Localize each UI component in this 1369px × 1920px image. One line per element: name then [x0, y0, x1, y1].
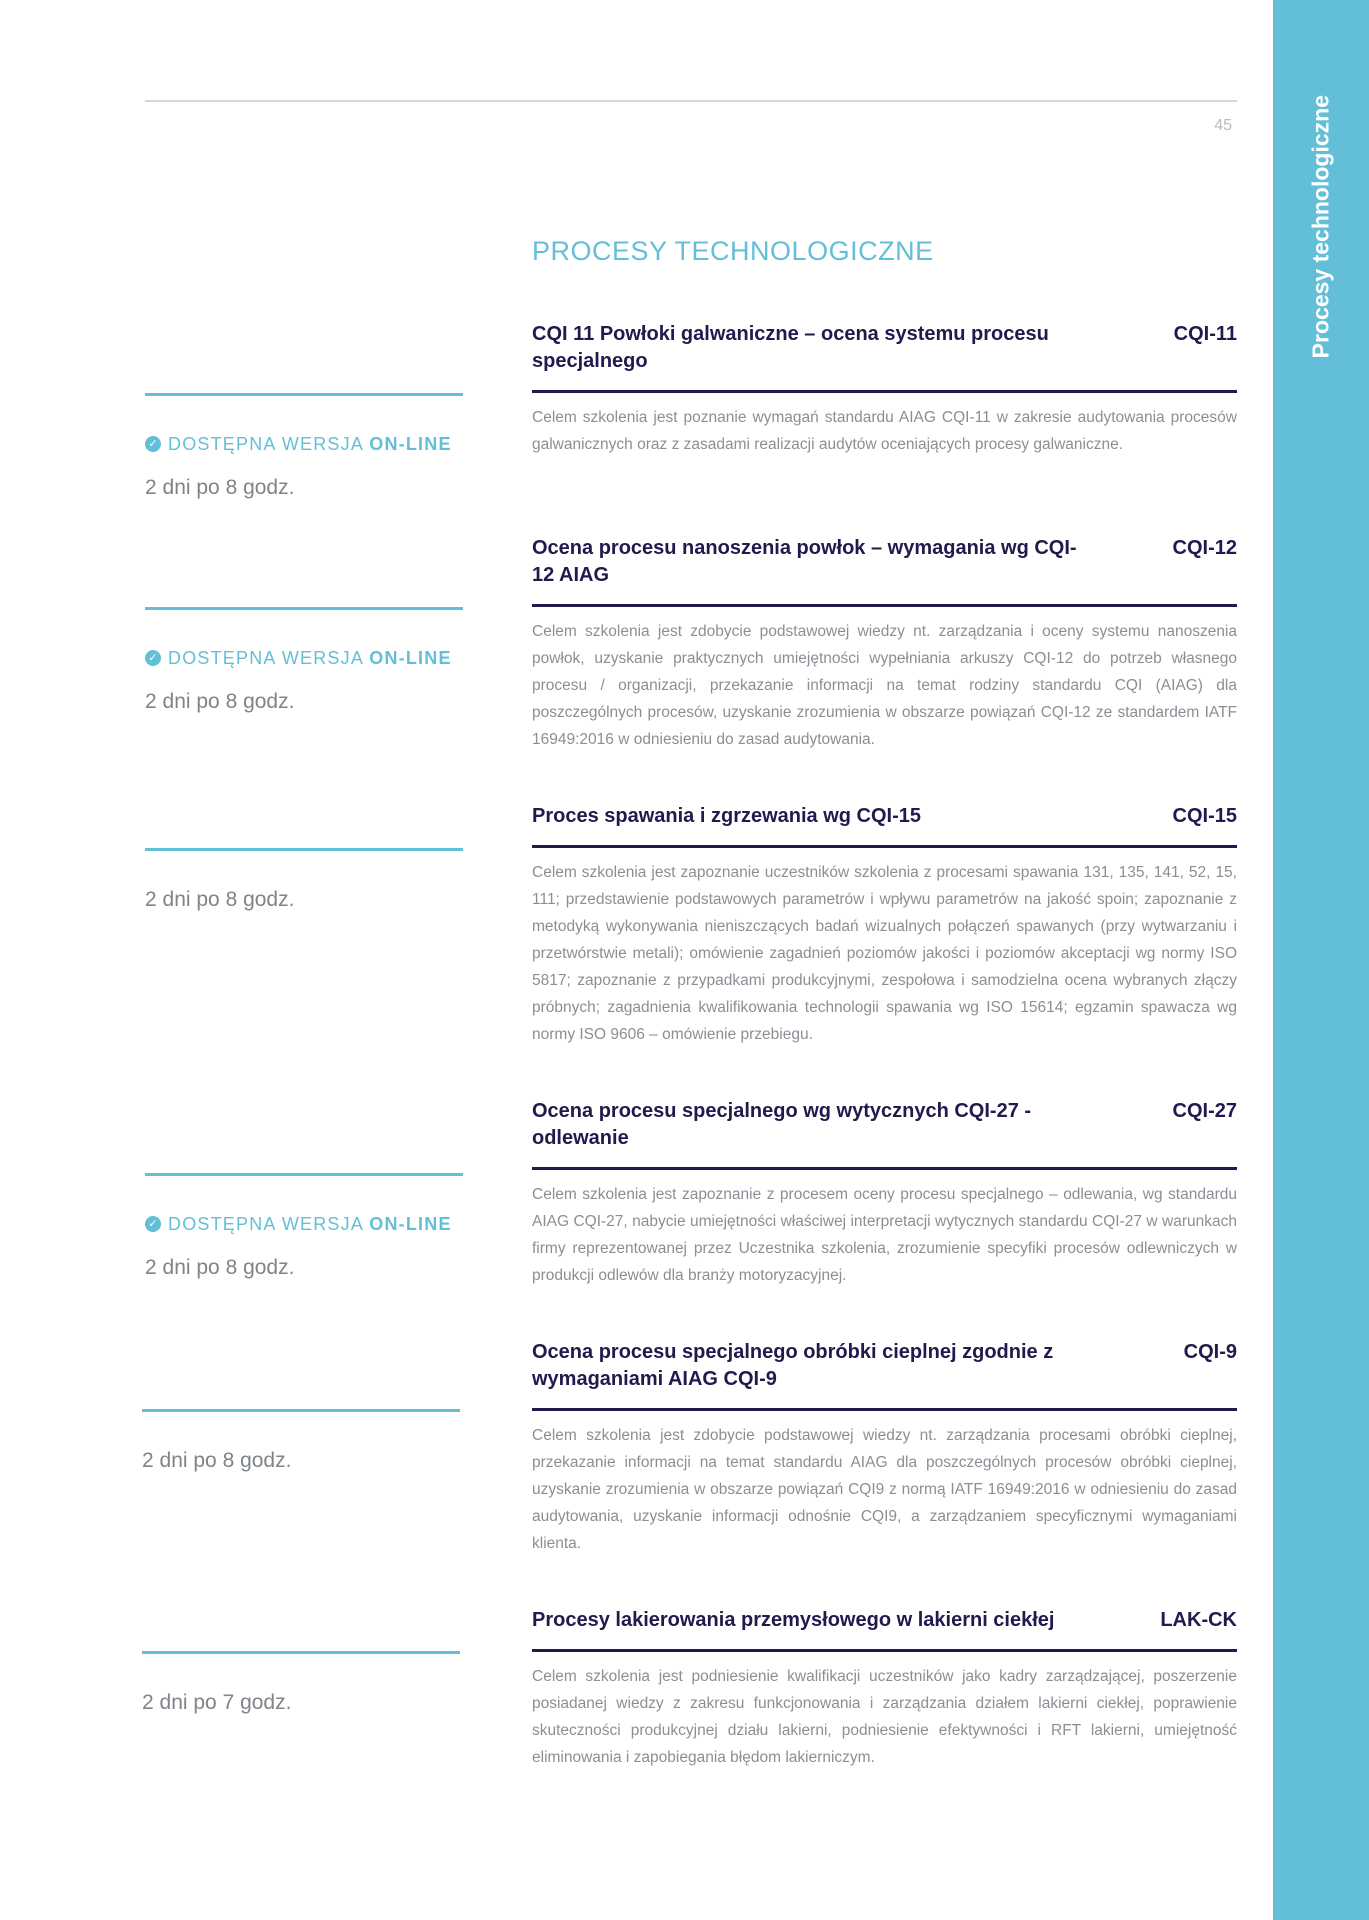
course-content: [532, 1607, 1237, 1771]
course-right-rule: [532, 1167, 1237, 1170]
course-code: CQI-27: [1172, 1100, 1237, 1122]
top-rule: [145, 100, 1237, 102]
course-left-rule: [145, 1173, 463, 1176]
course-duration: 2 dni po 8 godz.: [142, 1449, 292, 1472]
course-content: [532, 803, 1237, 1048]
course-meta: [145, 848, 463, 912]
course-content: [532, 321, 1237, 458]
course-left-rule: [145, 848, 463, 851]
course-content: [532, 1339, 1237, 1557]
course-duration: 2 dni po 8 godz.: [145, 1256, 295, 1279]
course-title: Ocena procesu specjalnego wg wytycznych CQI-27 - odlewanie: [532, 1100, 1032, 1149]
online-badge: [145, 1213, 463, 1235]
course-left-rule: [142, 1409, 460, 1412]
course-content: [532, 535, 1237, 753]
course-duration: 2 dni po 8 godz.: [145, 476, 295, 499]
course-right-rule: [532, 845, 1237, 848]
check-circle-icon: ✓: [145, 1216, 161, 1232]
course-left-rule: [142, 1651, 460, 1654]
side-tab: [1273, 0, 1369, 1920]
course-content: [532, 1098, 1237, 1289]
course-header: [532, 535, 1237, 589]
course-code: CQI-15: [1172, 805, 1237, 827]
course-right-rule: [532, 1408, 1237, 1411]
page-number: 45: [1214, 117, 1232, 134]
check-circle-icon: ✓: [145, 650, 161, 666]
course-header: [532, 1607, 1237, 1634]
course-meta: [145, 607, 463, 714]
course-right-rule: [532, 390, 1237, 393]
course-title: Ocena procesu nanoszenia powłok – wymagania wg CQI-12 AIAG: [532, 537, 1077, 586]
course-header: [532, 803, 1237, 830]
course-left-rule: [145, 393, 463, 396]
online-label: DOSTĘPNA WERSJA ON-LINE: [168, 1213, 452, 1234]
course-meta: [142, 1651, 460, 1715]
course-title: Procesy lakierowania przemysłowego w lakierni ciekłej: [532, 1609, 1055, 1631]
course-right-rule: [532, 1649, 1237, 1652]
side-tab-label: Procesy technologiczne: [1307, 95, 1334, 359]
course-right-rule: [532, 604, 1237, 607]
course-title: CQI 11 Powłoki galwaniczne – ocena systemu procesu specjalnego: [532, 323, 1049, 372]
course-description: Celem szkolenia jest zapoznanie uczestników szkolenia z procesami spawania 131, 135, 141, 52, 15, 111; przedstawienie podstawowych parametrów i wpływu parametrów na jakość spoin; zapoznanie z metodyką wykonywania nieniszczących badań wizualnych połączeń spawanych (przy wytwarzaniu i przetwórstwie metali); omówienie zagadnień poziomów jakości i poziomów akceptacji wg normy ISO 5817; zapoznanie z przypadkami produkcyjnymi, zespołowa i samodzielna ocena wybranych złączy próbnych; zagadnienia kwalifikowania technologii spawania wg ISO 15614; egzamin spawacza wg normy ISO 9606 – omówienie przebiegu.: [532, 864, 1237, 1043]
section-title: PROCESY TECHNOLOGICZNE: [532, 236, 934, 266]
course-code: CQI-12: [1172, 537, 1237, 559]
course-meta: [142, 1409, 460, 1473]
course-description: Celem szkolenia jest poznanie wymagań standardu AIAG CQI-11 w zakresie audytowania procesów galwanicznych oraz z zasadami realizacji audytów oceniających procesy galwaniczne.: [532, 409, 1237, 453]
online-badge: [145, 647, 463, 669]
course-header: [532, 321, 1237, 375]
course-duration: 2 dni po 7 godz.: [142, 1691, 292, 1714]
course-description: Celem szkolenia jest podniesienie kwalifikacji uczestników jako kadry zarządzającej, poszerzenie posiadanej wiedzy z zakresu funkcjonowania i zarządzania działem lakierni ciekłej, poprawienie skuteczności produkcyjnej działu lakierni, podniesienie efektywności i RFT lakierni, umiejętność eliminowania i zapobiegania błędom lakierniczym.: [532, 1668, 1237, 1766]
course-description: Celem szkolenia jest zapoznanie z procesem oceny procesu specjalnego – odlewania, wg standardu AIAG CQI-27, nabycie umiejętności właściwej interpretacji wytycznych standardu CQI-27 w warunkach firmy reprezentowanej przez Uczestnika szkolenia, zrozumienie specyfiki procesów odlewniczych w produkcji odlewów dla branży motoryzacyjnej.: [532, 1186, 1237, 1284]
course-description: Celem szkolenia jest zdobycie podstawowej wiedzy nt. zarządzania i oceny systemu nanoszenia powłok, uzyskanie praktycznych umiejętności wypełniania arkuszy CQI-12 do potrzeb własnego procesu / organizacji, przekazanie informacji na temat rodziny standardu CQI (AIAG) dla poszczególnych procesów, uzyskanie zrozumienia w obszarze powiązań CQI-12 ze standardem IATF 16949:2016 w odniesieniu do zasad audytowania.: [532, 623, 1237, 748]
course-duration: 2 dni po 8 godz.: [145, 888, 295, 911]
course-code: CQI-11: [1173, 323, 1237, 345]
course-code: CQI-9: [1183, 1341, 1237, 1363]
online-badge: [145, 433, 463, 455]
course-description: Celem szkolenia jest zdobycie podstawowej wiedzy nt. zarządzania procesami obróbki cieplnej, przekazanie informacji na temat standardu AIAG dla poszczególnych procesów obróbki cieplnej, uzyskanie zrozumienia w obszarze powiązań CQI9 z normą IATF 16949:2016 w odniesieniu do zasad audytowania, uzyskanie informacji odnośnie CQI9, a zarządzaniem specyficznymi wymaganiami klienta.: [532, 1427, 1237, 1552]
online-label: DOSTĘPNA WERSJA ON-LINE: [168, 647, 452, 668]
course-header: [532, 1098, 1237, 1152]
course-duration: 2 dni po 8 godz.: [145, 690, 295, 713]
course-header: [532, 1339, 1237, 1393]
check-circle-icon: ✓: [145, 436, 161, 452]
course-title: Proces spawania i zgrzewania wg CQI-15: [532, 805, 922, 827]
course-title: Ocena procesu specjalnego obróbki cieplnej zgodnie z wymaganiami AIAG CQI-9: [532, 1341, 1054, 1390]
course-left-rule: [145, 607, 463, 610]
online-label: DOSTĘPNA WERSJA ON-LINE: [168, 433, 452, 454]
course-meta: [145, 393, 463, 500]
course-code: LAK-CK: [1160, 1609, 1237, 1631]
course-meta: [145, 1173, 463, 1280]
